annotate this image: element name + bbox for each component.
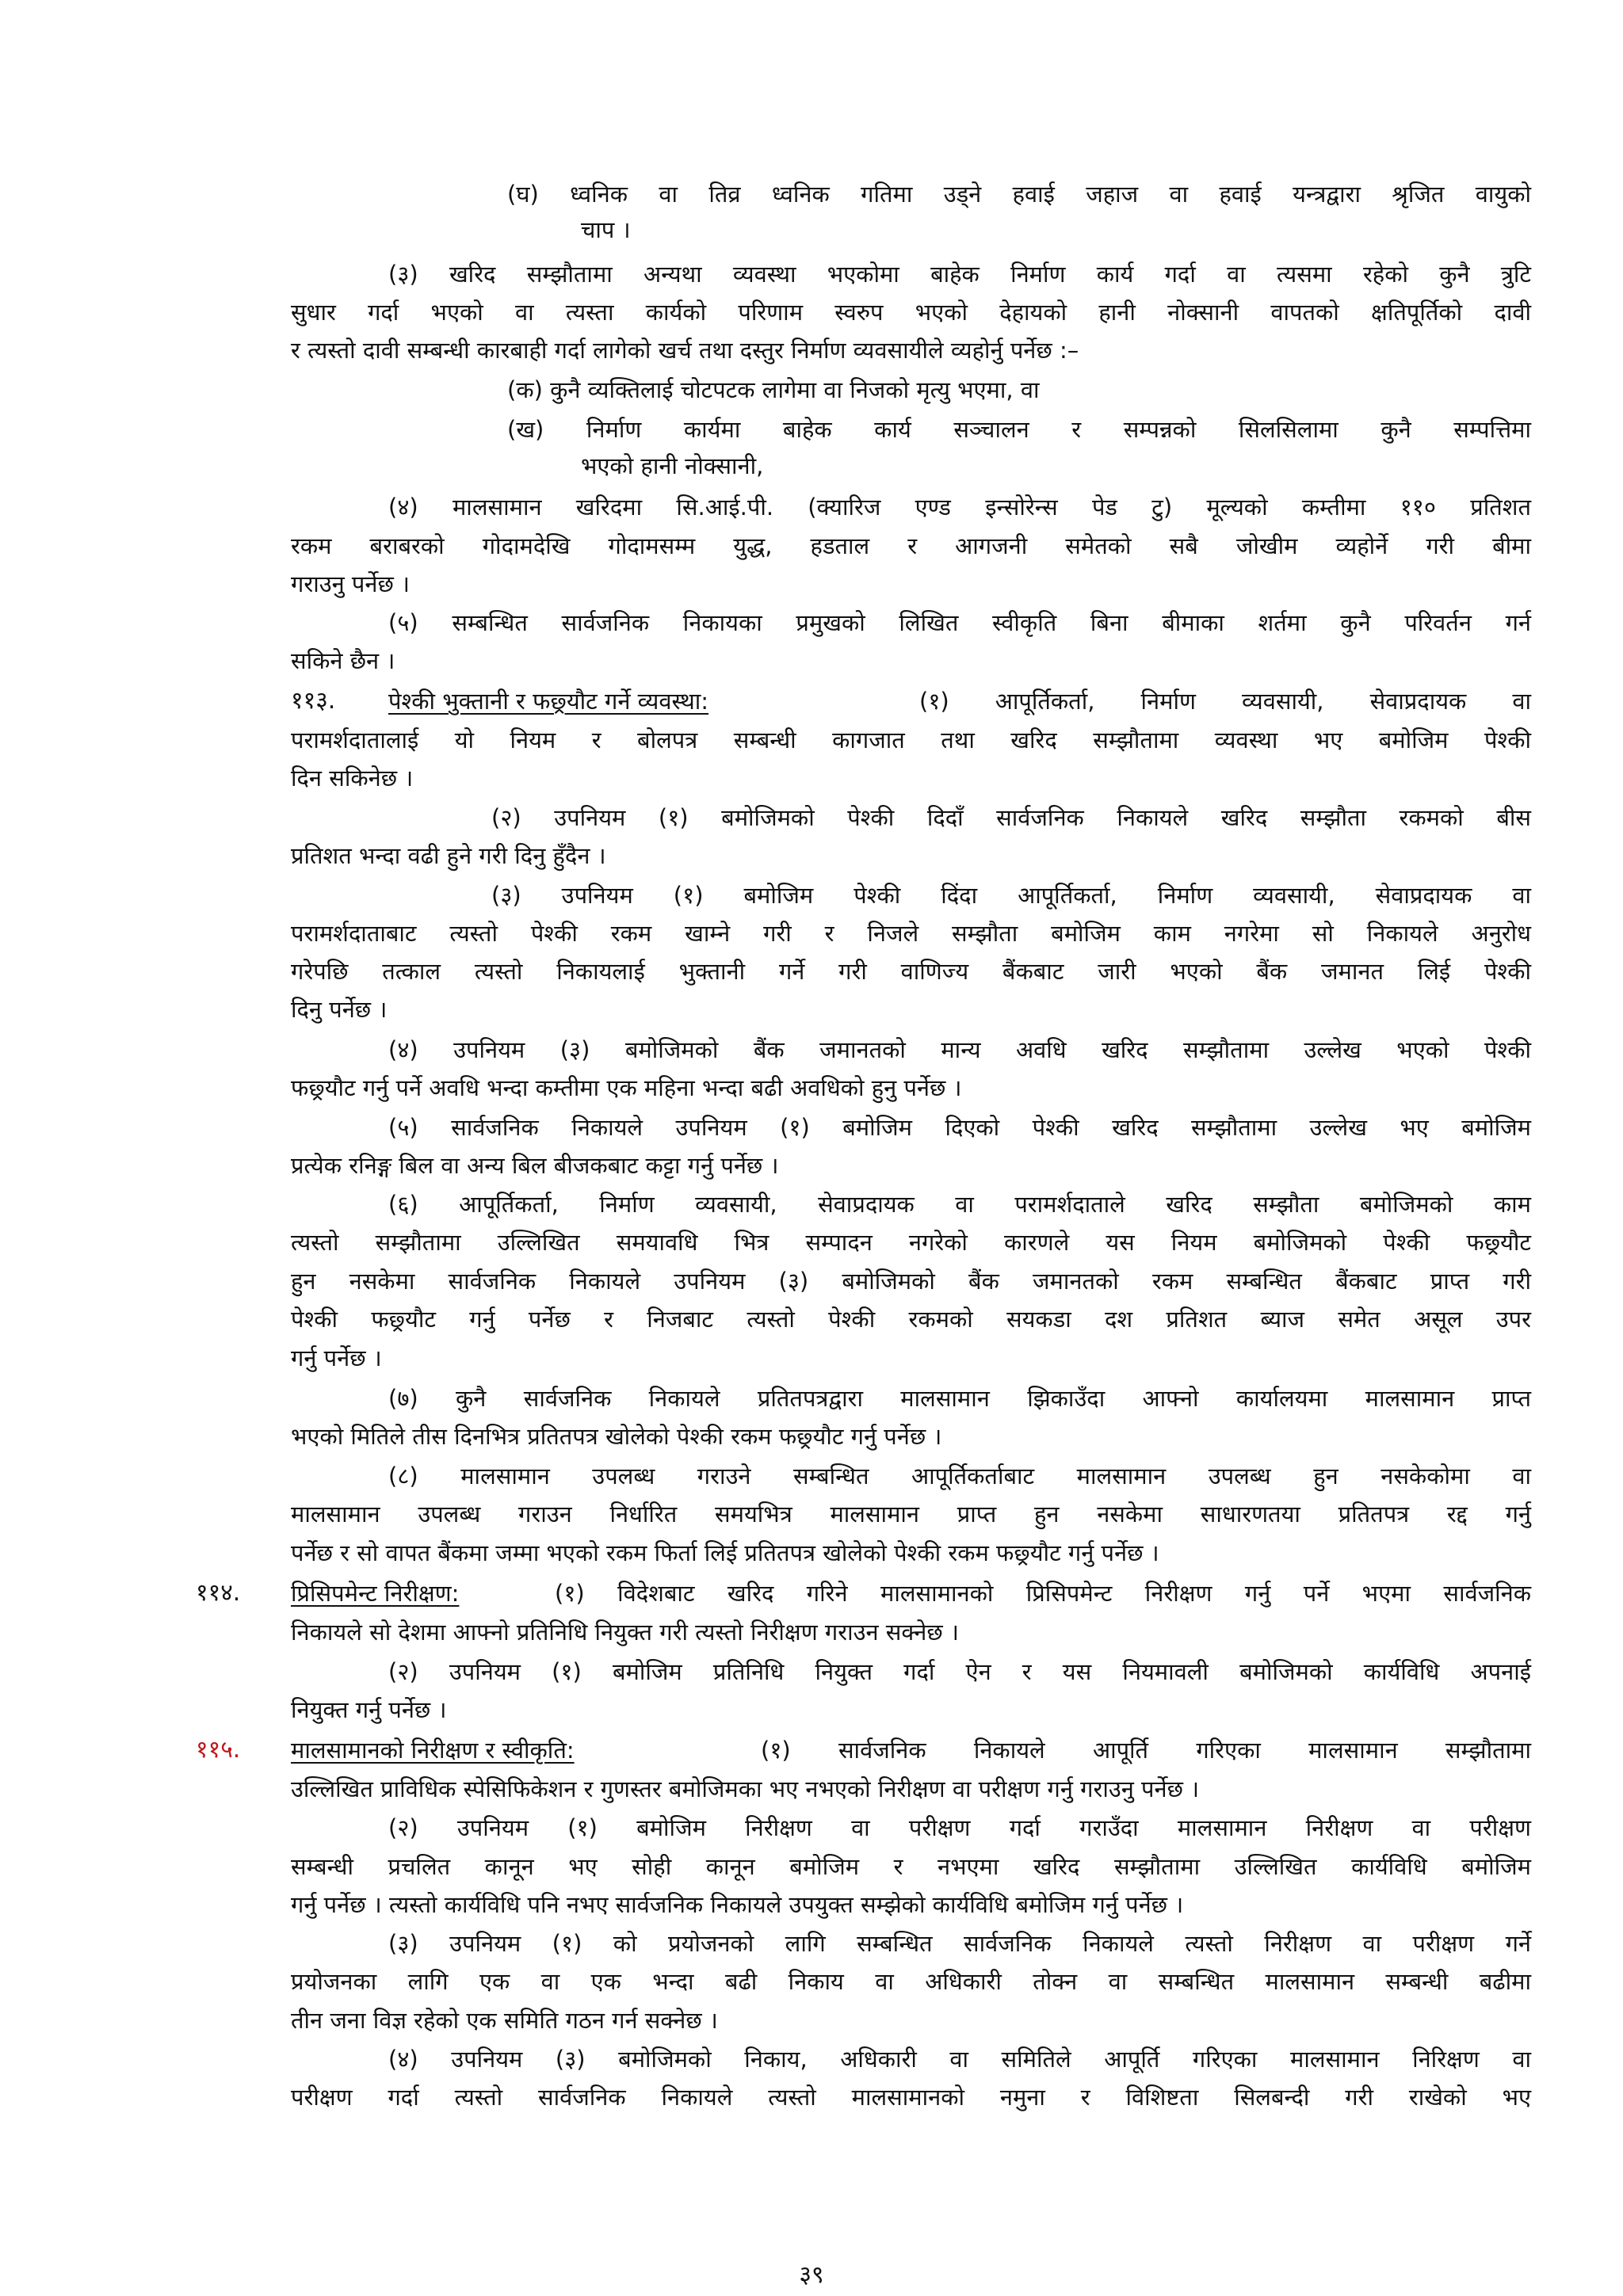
text-line: (२) उपनियम (१) बमोजिम निरीक्षण वा परीक्षण गर्दा गराउँदा मालसामान निरीक्षण वा परीक्षण (388, 1814, 1531, 1841)
text-line: दिनु पर्नेछ । (291, 996, 388, 1023)
text-line: (४) मालसामान खरिदमा सि.आई.पी. (क्यारिज एण्ड इन्सोरेन्स पेड टु) मूल्यको कम्तीमा ११० प्रतिशत (388, 494, 1531, 521)
text-line: नियुक्त गर्नु पर्नेछ । (291, 1696, 447, 1723)
text-line: (१) आपूर्तिकर्ता, निर्माण व्यवसायी, सेवाप्रदायक वा (919, 688, 1531, 715)
rule-number: ११४. (196, 1579, 241, 1607)
text-line: (८) मालसामान उपलब्ध गराउने सम्बन्धित आपूर्तिकर्ताबाट मालसामान उपलब्ध हुन नसकेकोमा वा (388, 1463, 1531, 1489)
text-line: (क) कुनै व्यक्तिलाई चोटपटक लागेमा वा निजको मृत्यु भएमा, वा (507, 376, 1040, 403)
text-line: (१) विदेशबाट खरिद गरिने मालसामानको प्रिसिपमेन्ट निरीक्षण गर्नु पर्ने भएमा सार्वजनिक (555, 1580, 1531, 1607)
text-line: प्रत्येक रनिङ्ग बिल वा अन्य बिल बीजकबाट कट्टा गर्नु पर्नेछ । (291, 1152, 779, 1179)
rule-heading: मालसामानको निरीक्षण र स्वीकृति: (291, 1737, 575, 1764)
rule-number: ११५. (196, 1736, 241, 1764)
text-line: भएको मितिले तीस दिनभित्र प्रतितपत्र खोलेको पेश्की रकम फछ्र्यौट गर्नु पर्नेछ । (291, 1423, 942, 1450)
text-line: सुधार गर्दा भएको वा त्यस्ता कार्यको परिणाम स्वरुप भएको देहायको हानी नोक्सानी वापतको क्षतिपूर्तिको दावी (291, 299, 1531, 326)
text-line: निकायले सो देशमा आफ्नो प्रतिनिधि नियुक्त गरी त्यस्तो निरीक्षण गराउन सक्नेछ । (291, 1619, 959, 1646)
text-line: दिन सकिनेछ । (291, 765, 414, 791)
text-line: (घ) ध्वनिक वा तिव्र ध्वनिक गतिमा उड्ने हवाई जहाज वा हवाई यन्त्रद्वारा श्रृजित वायुको (507, 181, 1531, 208)
text-line: (१) सार्वजनिक निकायले आपूर्ति गरिएका मालसामान सम्झौतामा (761, 1737, 1531, 1764)
text-line: (३) उपनियम (१) को प्रयोजनको लागि सम्बन्धित सार्वजनिक निकायले त्यस्तो निरीक्षण वा परीक्षण गर्ने (388, 1930, 1531, 1957)
text-line: परीक्षण गर्दा त्यस्तो सार्वजनिक निकायले त्यस्तो मालसामानको नमुना र विशिष्टता सिलबन्दी गरी राखेको भए (291, 2084, 1531, 2111)
text-line: (५) सम्बन्धित सार्वजनिक निकायका प्रमुखको लिखित स्वीकृति बिना बीमाका शर्तमा कुनै परिवर्तन गर्न (388, 609, 1531, 636)
text-line: गर्नु पर्नेछ । त्यस्तो कार्यविधि पनि नभए सार्वजनिक निकायले उपयुक्त सम्झेको कार्यविधि बमोजिम गर्नु पर्नेछ । (291, 1891, 1184, 1918)
text-line: (२) उपनियम (१) बमोजिम प्रतिनिधि नियुक्त गर्दा ऐन र यस नियमावली बमोजिमको कार्यविधि अपनाई (388, 1658, 1531, 1685)
text-line: गराउनु पर्नेछ । (291, 570, 411, 597)
text-line: भएको हानी नोक्सानी, (581, 452, 764, 479)
rule-number: ११३. (291, 687, 336, 715)
text-line: (४) उपनियम (३) बमोजिमको निकाय, अधिकारी वा समितिले आपूर्ति गरिएका मालसामान निरिक्षण वा (388, 2046, 1531, 2073)
text-line: मालसामान उपलब्ध गराउन निर्धारित समयभित्र मालसामान प्राप्त हुन नसकेमा साधारणतया प्रतितपत्र रद्द गर्नु (291, 1501, 1531, 1527)
text-line: उल्लिखित प्राविधिक स्पेसिफिकेशन र गुणस्तर बमोजिमका भए नभएको निरीक्षण वा परीक्षण गर्नु गराउनु पर्नेछ । (291, 1775, 1200, 1802)
text-line: र त्यस्तो दावी सम्बन्धी कारबाही गर्दा लागेको खर्च तथा दस्तुर निर्माण व्यवसायीले व्यहोर्नु पर्नेछ :– (291, 337, 1079, 364)
text-line: सम्बन्धी प्रचलित कानून भए सोही कानून बमोजिम र नभएमा खरिद सम्झौतामा उल्लिखित कार्यविधि बमोजिम (291, 1853, 1531, 1880)
text-line: रकम बराबरको गोदामदेखि गोदामसम्म युद्ध, हडताल र आगजनी समेतको सबै जोखीम व्यहोर्ने गरी बीमा (291, 532, 1531, 559)
text-line: फछ्र्यौट गर्नु पर्ने अवधि भन्दा कम्तीमा एक महिना भन्दा बढी अवधिको हुनु पर्नेछ । (291, 1074, 962, 1101)
text-line: (५) सार्वजनिक निकायले उपनियम (१) बमोजिम दिएको पेश्की खरिद सम्झौतामा उल्लेख भए बमोजिम (388, 1114, 1531, 1141)
text-line: हुन नसकेमा सार्वजनिक निकायले उपनियम (३) बमोजिमको बैंक जमानतको रकम सम्बन्धित बैंकबाट प्राप्त गरी (291, 1268, 1531, 1295)
text-line: पर्नेछ र सो वापत बैंकमा जम्मा भएको रकम फिर्ता लिई प्रतितपत्र खोलेको पेश्की रकम फछ्र्यौट गर्नु पर्नेछ । (291, 1539, 1159, 1566)
text-line: (७) कुनै सार्वजनिक निकायले प्रतितपत्रद्वारा मालसामान झिकाउँदा आफ्नो कार्यालयमा मालसामान प्राप्त (388, 1385, 1531, 1412)
page-number: ३९ (799, 2261, 824, 2289)
text-line: (२) उपनियम (१) बमोजिमको पेश्की दिदाँ सार्वजनिक निकायले खरिद सम्झौता रकमको बीस (491, 804, 1531, 831)
rule-heading: पेश्की भुक्तानी र फछ्र्यौट गर्ने व्यवस्था: (388, 688, 709, 715)
text-line: (३) उपनियम (१) बमोजिम पेश्की दिंदा आपूर्तिकर्ता, निर्माण व्यवसायी, सेवाप्रदायक वा (491, 882, 1531, 909)
text-line: त्यस्तो सम्झौतामा उल्लिखित समयावधि भित्र सम्पादन नगरेको कारणले यस नियम बमोजिमको पेश्की फछ्र्यौट (291, 1229, 1531, 1256)
text-line: (ख) निर्माण कार्यमा बाहेक कार्य सञ्चालन र सम्पन्नको सिलसिलामा कुनै सम्पत्तिमा (507, 416, 1531, 443)
text-line: गर्नु पर्नेछ । (291, 1344, 382, 1371)
text-line: चाप । (581, 216, 631, 243)
text-line: परामर्शदाताबाट त्यस्तो पेश्की रकम खाम्ने गरी र निजले सम्झौता बमोजिम काम नगरेमा सो निकायले अनुरोध (291, 920, 1531, 947)
text-line: प्रतिशत भन्दा वढी हुने गरी दिनु हुँदैन । (291, 842, 606, 869)
text-line: (४) उपनियम (३) बमोजिमको बैंक जमानतको मान्य अवधि खरिद सम्झौतामा उल्लेख भएको पेश्की (388, 1036, 1531, 1063)
text-line: सकिने छैन । (291, 647, 395, 674)
text-line: तीन जना विज्ञ रहेको एक समिति गठन गर्न सक्नेछ । (291, 2007, 718, 2034)
text-line: गरेपछि तत्काल त्यस्तो निकायलाई भुक्तानी गर्ने गरी वाणिज्य बैंकबाट जारी भएको बैंक जमानत लिई पेश्की (291, 958, 1531, 985)
text-line: पेश्की फछ्र्यौट गर्नु पर्नेछ र निजबाट त्यस्तो पेश्की रकमको सयकडा दश प्रतिशत ब्याज समेत असूल उपर (291, 1306, 1531, 1333)
text-line: (६) आपूर्तिकर्ता, निर्माण व्यवसायी, सेवाप्रदायक वा परामर्शदाताले खरिद सम्झौता बमोजिमको काम (388, 1191, 1531, 1218)
text-line: परामर्शदातालाई यो नियम र बोलपत्र सम्बन्धी कागजात तथा खरिद सम्झौतामा व्यवस्था भए बमोजिम पेश्की (291, 727, 1531, 753)
text-line: (३) खरिद सम्झौतामा अन्यथा व्यवस्था भएकोमा बाहेक निर्माण कार्य गर्दा वा त्यसमा रहेको कुनै त्रुटि (388, 261, 1531, 288)
rule-heading: प्रिसिपमेन्ट निरीक्षण: (291, 1580, 460, 1607)
text-line: प्रयोजनका लागि एक वा एक भन्दा बढी निकाय वा अधिकारी तोक्न वा सम्बन्धित मालसामान सम्बन्धी बढीमा (291, 1968, 1531, 1995)
